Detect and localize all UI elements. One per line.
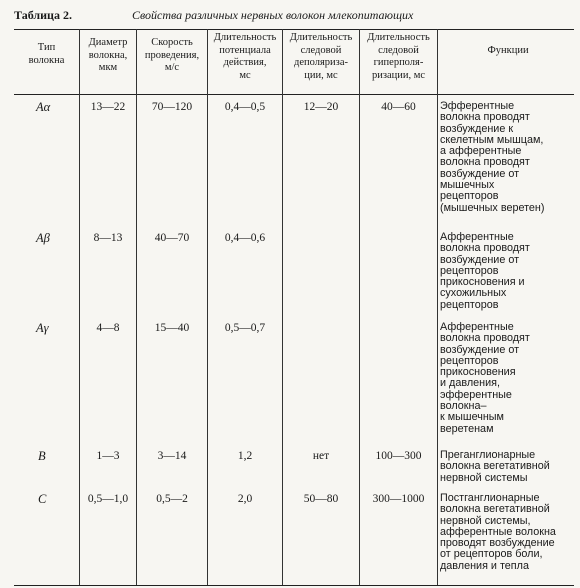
- bottom-rule: [14, 585, 574, 586]
- row-ab-diameter: 8—13: [93, 232, 123, 244]
- row-c-hyperpolarization: 300—1000: [372, 493, 425, 505]
- header-velocity: Скорость проведения, м/с: [144, 37, 200, 73]
- row-ag-type: Aγ: [36, 321, 49, 335]
- row-ab-velocity: 40—70: [154, 232, 190, 244]
- header-diameter: Диаметр волокна, мкм: [88, 37, 128, 73]
- table-caption: Свойства различных нервных волокон млекопитающих: [132, 8, 414, 22]
- table-number: Таблица 2.: [14, 8, 72, 22]
- row-aa-function: Эфферентные волокна проводят возбуждение к скелетным мышцам, а афферентные волокна проводят возбуждение от мышечных рецепторов (мышечных веретен): [440, 100, 545, 214]
- row-c-duration: 2,0: [237, 493, 253, 505]
- header-ap-duration: Длительность потенциала действия, мс: [213, 32, 277, 81]
- header-hyperpolarization: Длительность следовой гиперполя- ризации, мс: [367, 32, 430, 81]
- row-ag-velocity: 15—40: [154, 322, 190, 334]
- row-ag-diameter: 4—8: [96, 322, 120, 334]
- header-rule: [14, 94, 574, 95]
- header-depolarization: Длительность следовой деполяриза- ции, мс: [289, 32, 353, 81]
- row-b-velocity: 3—14: [157, 450, 187, 462]
- row-aa-hyperpolarization: 40—60: [381, 101, 416, 113]
- table-title: [14, 8, 574, 26]
- header-functions: Функции: [487, 45, 529, 56]
- row-b-function: Преганглионарные волокна вегетативной нервной системы: [440, 449, 550, 484]
- row-aa-velocity: 70—120: [151, 101, 193, 113]
- row-ag-function: Афферентные волокна проводят возбуждение от рецепторов прикосновения и давления, эфферентные волокна– к мышечным веретенам: [440, 321, 530, 435]
- row-b-hyperpolarization: 100—300: [375, 450, 422, 462]
- header-type: Тип волокна: [28, 42, 65, 66]
- row-c-type: C: [38, 492, 47, 506]
- row-c-depolarization: 50—80: [303, 493, 339, 505]
- row-b-duration: 1,2: [237, 450, 253, 462]
- row-ab-function: Афферентные волокна проводят возбуждение от рецепторов прикосновения и сухожильных рецепторов: [440, 231, 530, 311]
- row-aa-diameter: 13—22: [90, 101, 126, 113]
- row-ab-duration: 0,4—0,6: [224, 232, 266, 244]
- column-divider: [437, 29, 438, 585]
- top-rule: [14, 29, 574, 30]
- row-c-diameter: 0,5—1,0: [87, 493, 129, 505]
- row-c-velocity: 0,5—2: [156, 493, 188, 505]
- row-aa-depolarization: 12—20: [303, 101, 339, 113]
- row-aa-duration: 0,4—0,5: [224, 101, 266, 113]
- row-ab-type: Aβ: [36, 231, 50, 245]
- row-ag-duration: 0,5—0,7: [224, 322, 266, 334]
- row-c-function: Постганглионарные волокна вегетативной нервной системы, афферентные волокна проводят возбуждение от рецепторов боли, давления и тепла: [440, 492, 556, 572]
- row-aa-type: Aα: [36, 100, 51, 114]
- row-b-diameter: 1—3: [96, 450, 120, 462]
- row-b-type: B: [38, 449, 46, 463]
- row-b-depolarization: нет: [312, 450, 330, 462]
